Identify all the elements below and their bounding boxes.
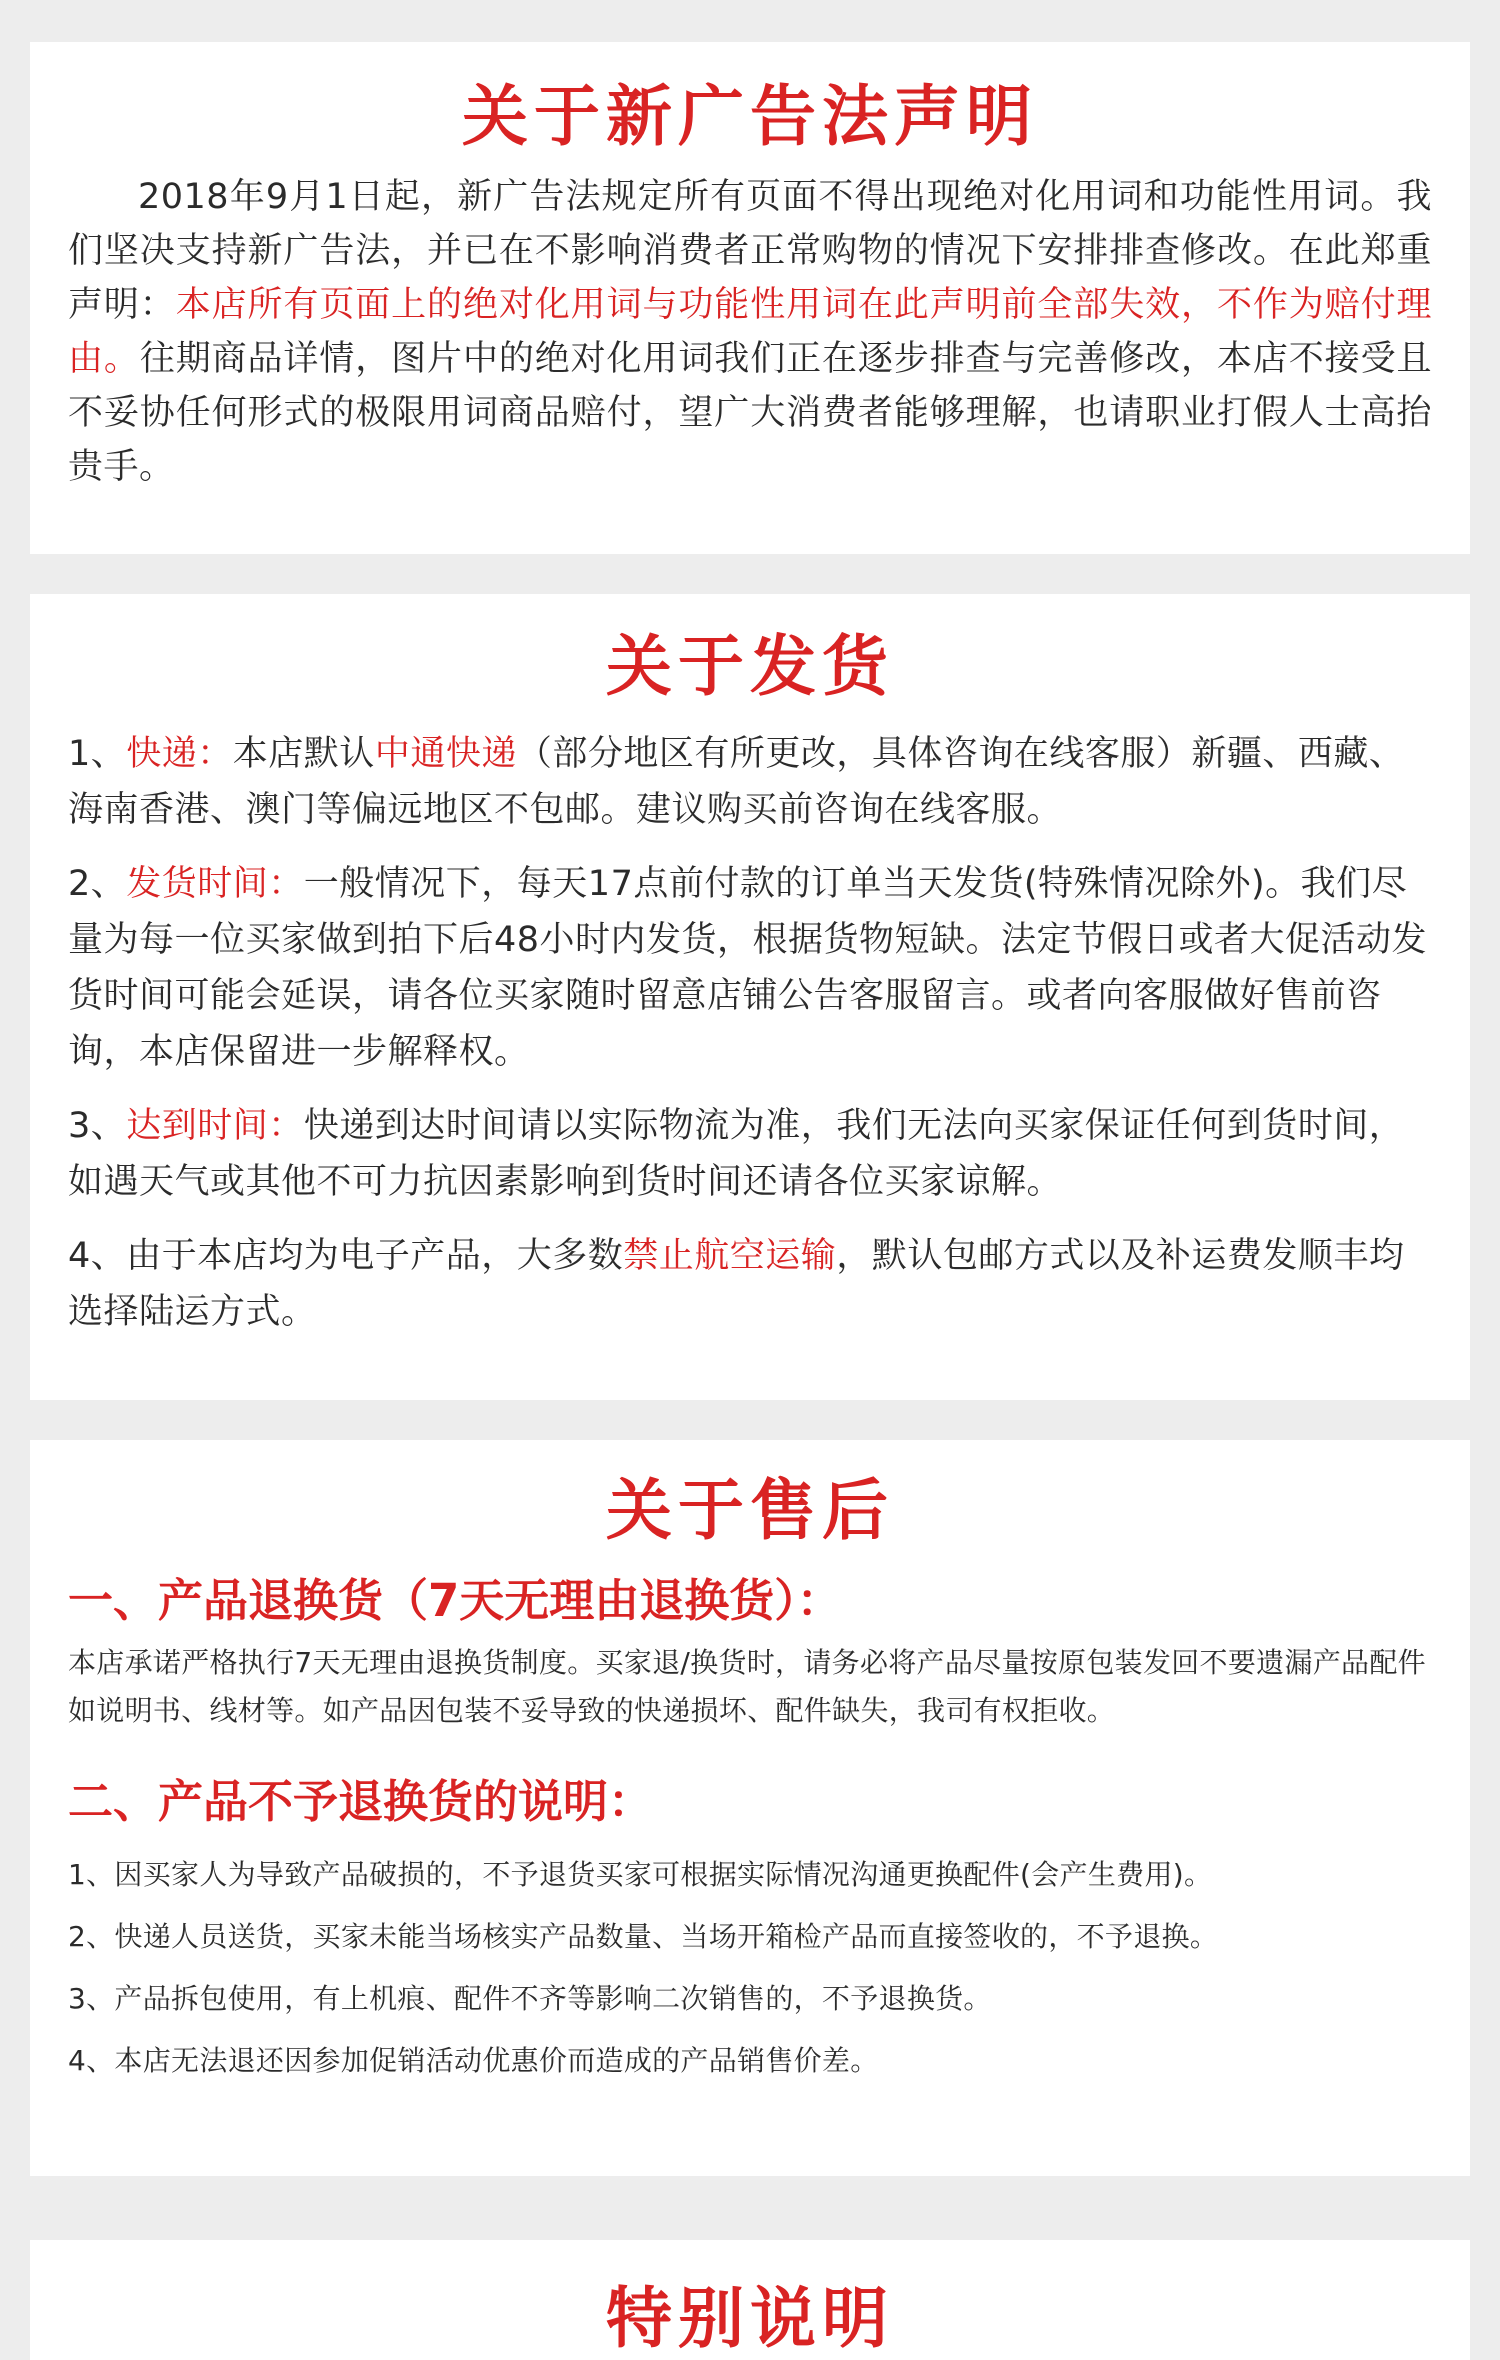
- item-text: ，默认包邮方式以及补运费发顺丰均选择陆运方式。: [68, 1236, 1405, 1332]
- aftersale-card: [30, 1440, 1470, 2176]
- special-note-title: 特别说明: [606, 2280, 894, 2357]
- no-return-item: 2、快递人员送货，买家未能当场核实产品数量、当场开箱检产品而直接签收的，不予退换。: [68, 1920, 1219, 1953]
- return-policy-text: 本店承诺严格执行7天无理由退换货制度。买家退/换货时，请务必将产品尽量按原包装发回不要遗漏产品配件如说明书、线材等。如产品因包装不妥导致的快递损坏、配件缺失，我司有权拒收。: [68, 1646, 1426, 1727]
- shipping-item-courier: [68, 726, 1432, 838]
- item-text: 本店默认: [232, 734, 375, 774]
- no-return-list: [68, 1844, 1432, 2092]
- special-note-card: [30, 2240, 1470, 2360]
- no-return-item: 1、因买家人为导致产品破损的，不予退货买家可根据实际情况沟通更换配件(会产生费用)。: [68, 1858, 1213, 1891]
- item-number: 3、: [68, 1106, 127, 1146]
- no-return-heading: 二、产品不予退换货的说明：: [68, 1775, 654, 1828]
- aftersale-title: 关于售后: [606, 1472, 894, 1549]
- notice-text-tail: 往期商品详情，图片中的绝对化用词我们正在逐步排查与完善修改，本店不接受且不妥协任何形式的极限用词商品赔付，望广大消费者能够理解，也请职业打假人士高抬贵手。: [68, 339, 1432, 487]
- item-text: 一般情况下，每天17点前付款的订单当天发货(特殊情况除外)。我们尽量为每一位买家做到拍下后48小时内发货，根据货物短缺。法定节假日或者大促活动发货时间可能会延误，请各位买家随时留意店铺公告客服留言。或者向客服做好售前咨询，本店保留进一步解释权。: [68, 864, 1428, 1072]
- no-return-item: 3、产品拆包使用，有上机痕、配件不齐等影响二次销售的，不予退换货。: [68, 1982, 992, 2015]
- shipping-list: [68, 726, 1432, 1340]
- item-label: 快递：: [126, 734, 233, 774]
- item-text: （部分地区有所更改，具体咨询在线客服）新疆、西藏、海南香港、澳门等偏远地区不包邮。建议购买前咨询在线客服。: [68, 734, 1405, 830]
- item-number: 2、: [68, 864, 127, 904]
- item-number: 1、: [68, 734, 127, 774]
- ad-law-notice-card: [30, 42, 1470, 554]
- item-label: 发货时间：: [126, 864, 304, 904]
- item-highlight: 禁止航空运输: [623, 1236, 837, 1276]
- item-label: 达到时间：: [126, 1106, 304, 1146]
- notice-text-part: 2018年9月1日起，新广告法规定所有页面不得出现绝对化用词和功能性用词。我们坚决支持新广告法，并已在不影响消费者正常购物的情况下安排排查修改。在此郑重声明：: [68, 177, 1432, 325]
- shipping-item-transport: [68, 1228, 1432, 1340]
- ad-law-notice-text: [68, 170, 1432, 494]
- shipping-title: 关于发货: [606, 628, 894, 705]
- shipping-item-dispatch-time: [68, 856, 1432, 1080]
- shipping-card: [30, 594, 1470, 1400]
- item-highlight: 中通快递: [374, 734, 517, 774]
- ad-law-notice-title: 关于新广告法声明: [462, 78, 1038, 155]
- item-number: 4、: [68, 1236, 127, 1276]
- notice-highlight: 本店所有页面上的绝对化用词与功能性用词在此声明前全部失效，不作为赔付理由。: [68, 285, 1432, 379]
- item-text: 由于本店均为电子产品，大多数: [126, 1236, 624, 1276]
- item-text: 快递到达时间请以实际物流为准，我们无法向买家保证任何到货时间，如遇天气或其他不可力抗因素影响到货时间还请各位买家谅解。: [68, 1106, 1405, 1202]
- no-return-item: 4、本店无法退还因参加促销活动优惠价而造成的产品销售价差。: [68, 2044, 879, 2077]
- return-policy-heading: 一、产品退换货（7天无理由退换货）：: [68, 1574, 842, 1627]
- shipping-item-arrival-time: [68, 1098, 1432, 1210]
